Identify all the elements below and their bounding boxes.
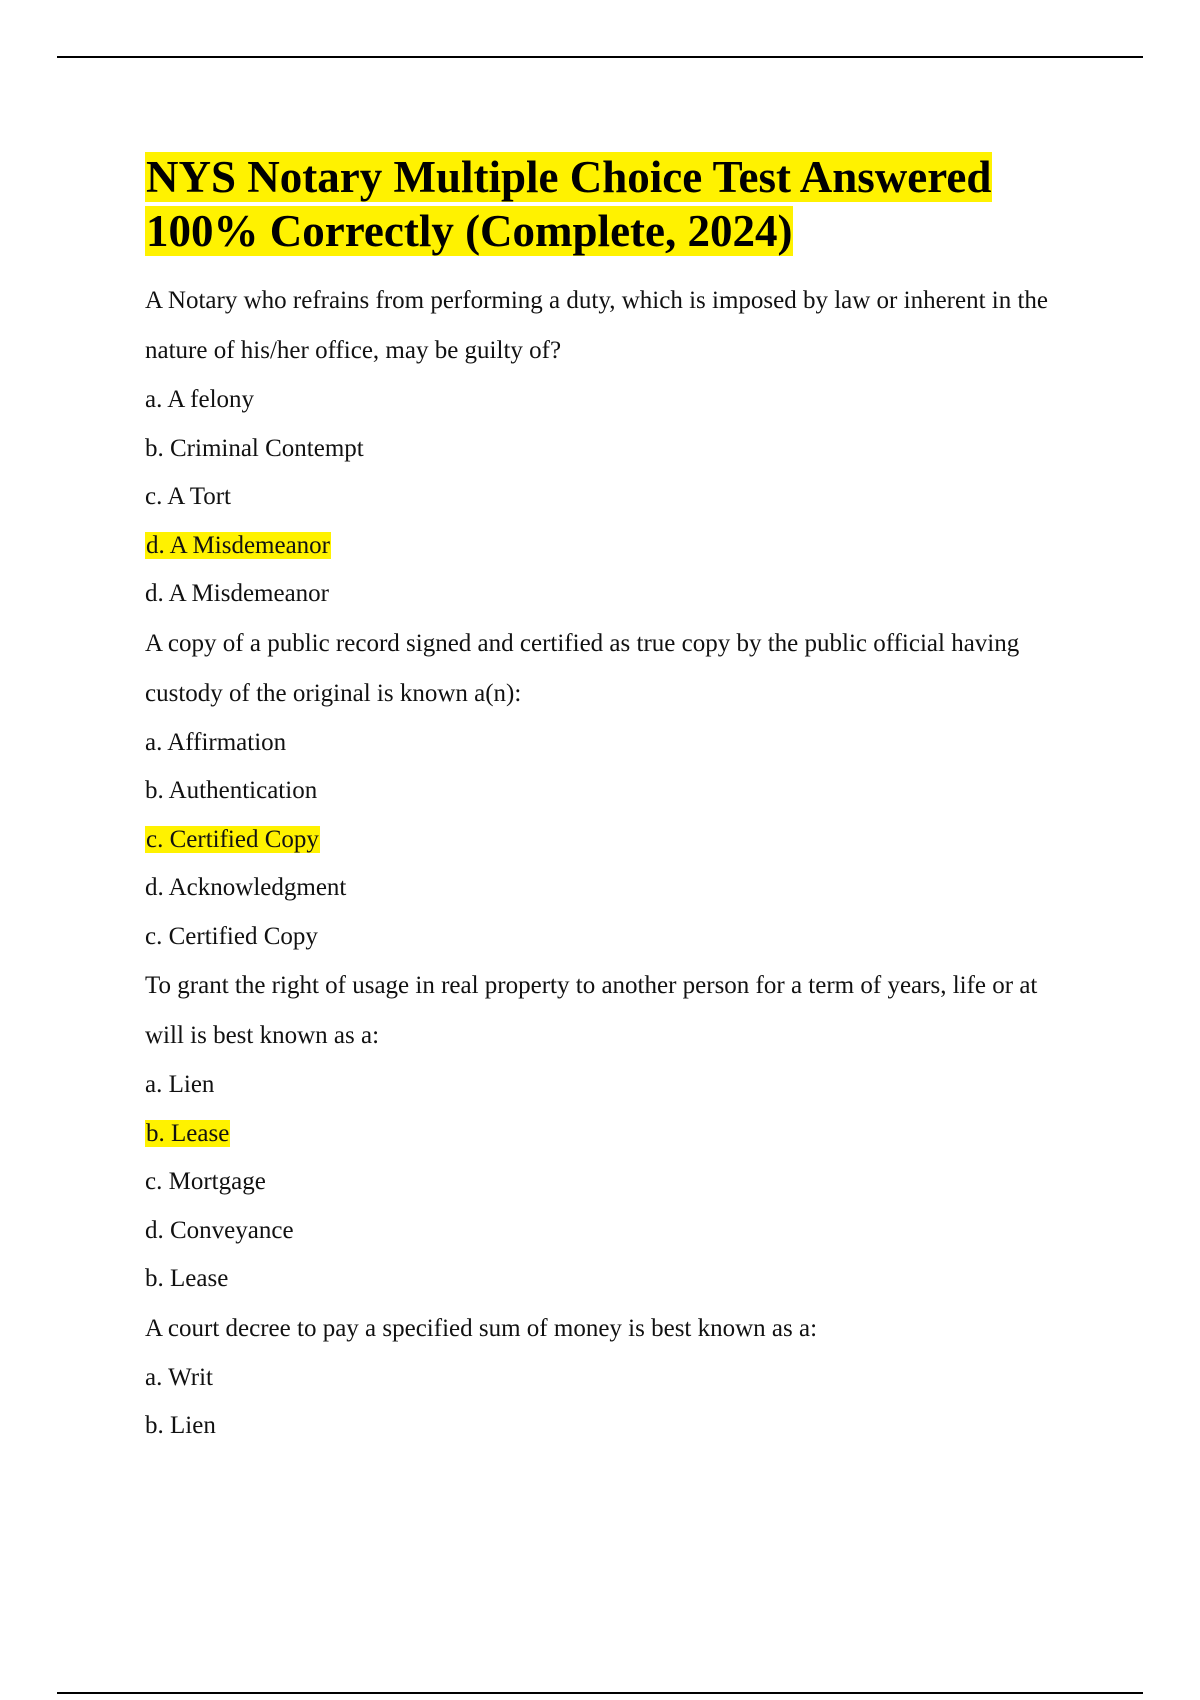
question-text: A Notary who refrains from performing a duty, which is imposed by law or inherent in the nature of his/her office, may be guilty of? — [145, 287, 1049, 364]
bottom-rule — [57, 1692, 1143, 1694]
question-block — [145, 619, 1065, 962]
top-rule — [57, 56, 1143, 58]
answer-text: d. A Misdemeanor — [145, 580, 330, 607]
question-text: A copy of a public record signed and certified as true copy by the public official having custody of the original is known a(n): — [145, 629, 1020, 707]
question-text: To grant the right of usage in real property to another person for a term of years, life or at will is best known as a: — [145, 972, 1038, 1049]
question-block — [145, 961, 1065, 1304]
option-c-highlighted: c. Certified Copy — [146, 825, 319, 853]
option-b: b. Criminal Contempt — [145, 434, 364, 462]
question-block — [145, 1304, 1065, 1451]
option-a: a. Affirmation — [145, 728, 287, 756]
option-a: a. A felony — [145, 386, 255, 413]
option-b-highlighted: b. Lease — [146, 1119, 230, 1147]
answer-text: b. Lease — [145, 1265, 229, 1292]
option-d: d. Conveyance — [145, 1216, 294, 1244]
option-d-highlighted: d. A Misdemeanor — [146, 531, 331, 559]
option-d: d. Acknowledgment — [145, 874, 347, 901]
answer-text: c. Certified Copy — [145, 922, 318, 950]
question-block — [145, 276, 1065, 619]
question-text: A court decree to pay a specified sum of money is best known as a: — [145, 1314, 818, 1342]
option-a: a. Lien — [145, 1071, 215, 1098]
option-b: b. Authentication — [145, 777, 318, 804]
document-title: NYS Notary Multiple Choice Test Answered 100% Correctly (Complete, 2024) — [146, 152, 992, 256]
document-body — [145, 150, 1065, 1451]
option-c: c. Mortgage — [145, 1168, 266, 1195]
option-a: a. Writ — [145, 1363, 213, 1391]
option-c: c. A Tort — [145, 483, 231, 510]
option-b: b. Lien — [145, 1412, 216, 1439]
